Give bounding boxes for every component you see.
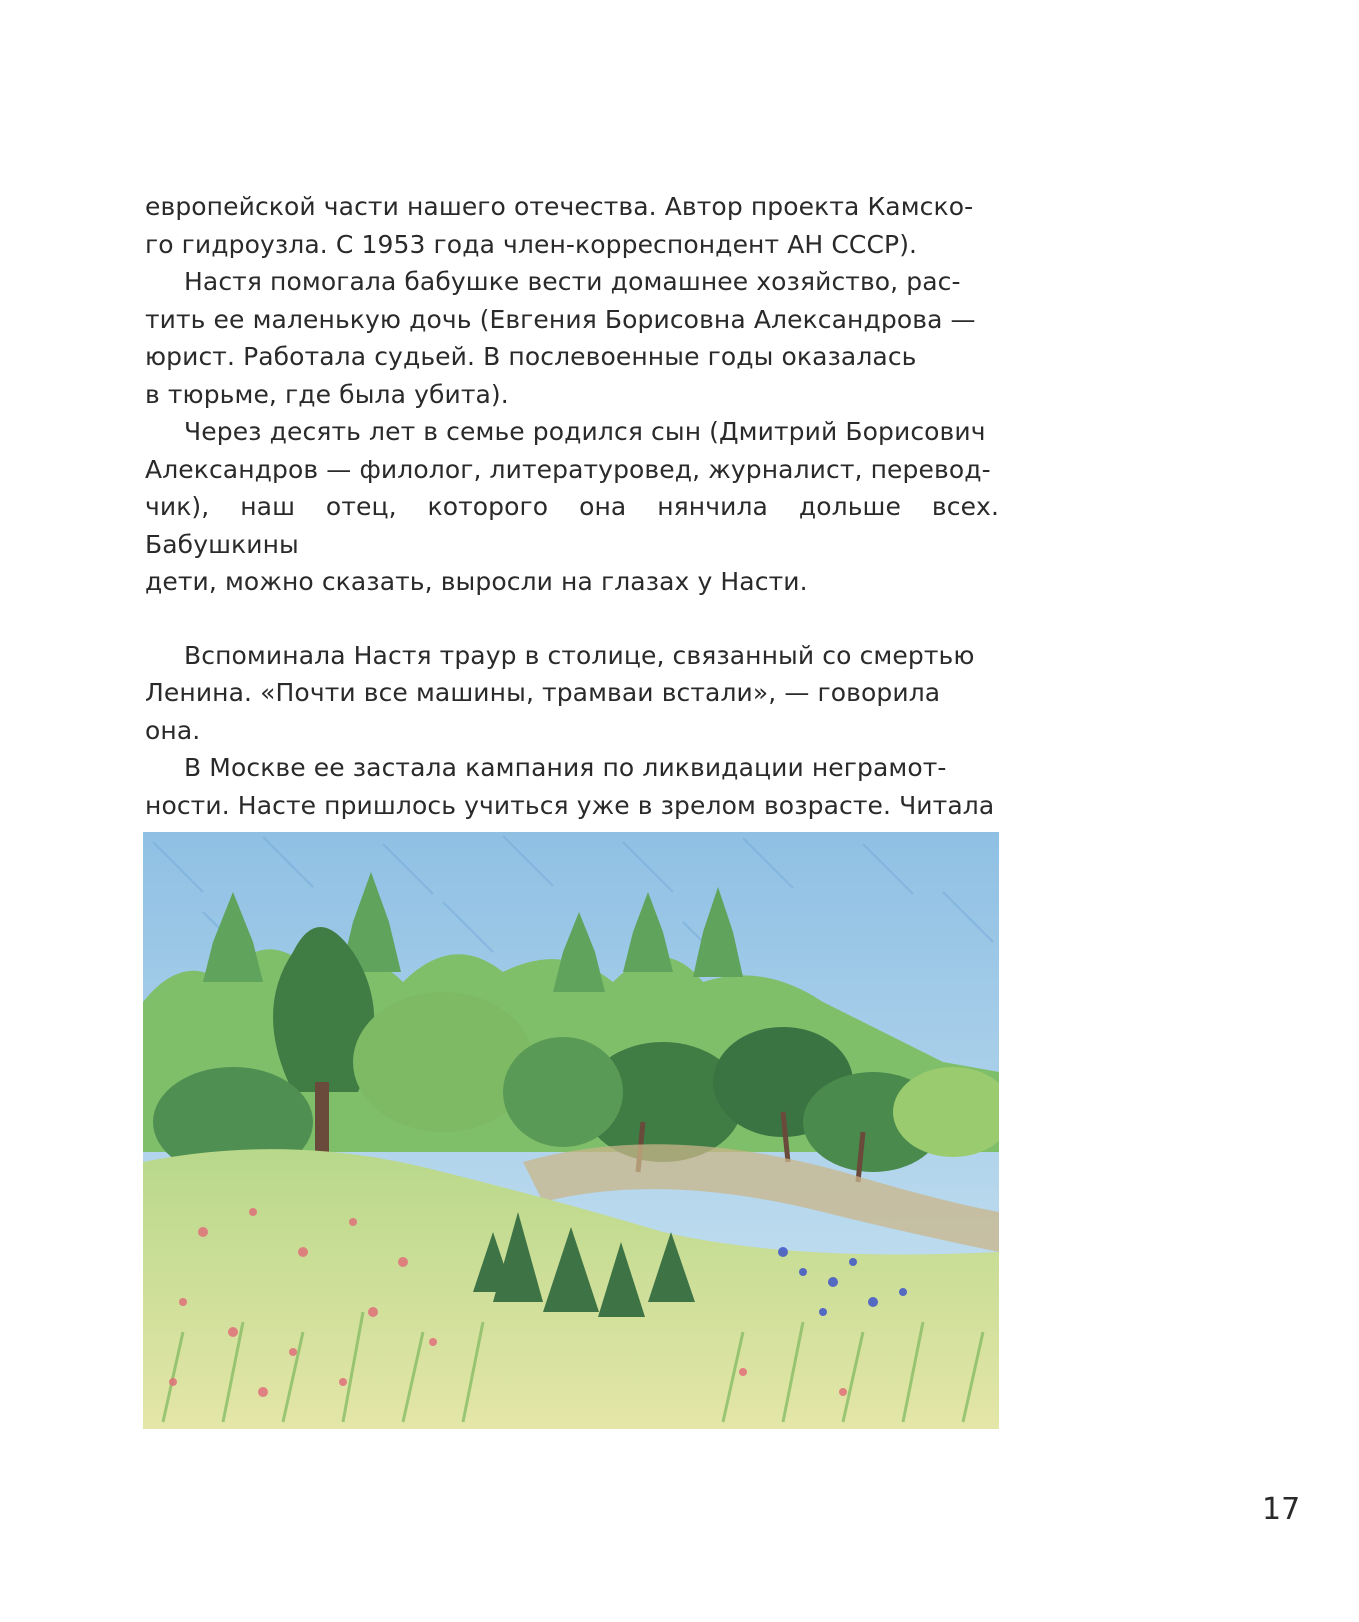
section-break <box>145 601 999 637</box>
paragraph-5: В Москве ее застала кампания по ликвидации неграмот- ности. Насте пришлось учиться уже в зрелом возрасте. Читала <box>145 753 995 820</box>
page-number: 17 <box>1262 1492 1301 1527</box>
paragraph-1: европейской части нашего отечества. Автор проекта Камско- го гидроузла. С 1953 года член-корреспондент АН СССР). <box>145 192 974 259</box>
body-text <box>145 188 999 824</box>
landscape-illustration <box>143 832 999 1429</box>
paragraph-2: Настя помогала бабушке вести домашнее хозяйство, рас- тить ее маленькую дочь (Евгения Борисовна Александрова — юрист. Работала судьей. В послевоенные годы оказалась в тюрьме, где была убита). <box>145 267 976 409</box>
paragraph-4: Вспоминала Настя траур в столице, связанный со смертью Ленина. «Почти все машины, трамваи встали», — говорила она. <box>145 640 975 745</box>
paragraph-3: Через десять лет в семье родился сын (Дмитрий Борисович Александров — филолог, литературовед, журналист, перевод- чик), наш отец, которого она нянчила дольше всех. Бабушкины дети, можно сказать, выросли на глазах у Насти. <box>145 417 999 596</box>
